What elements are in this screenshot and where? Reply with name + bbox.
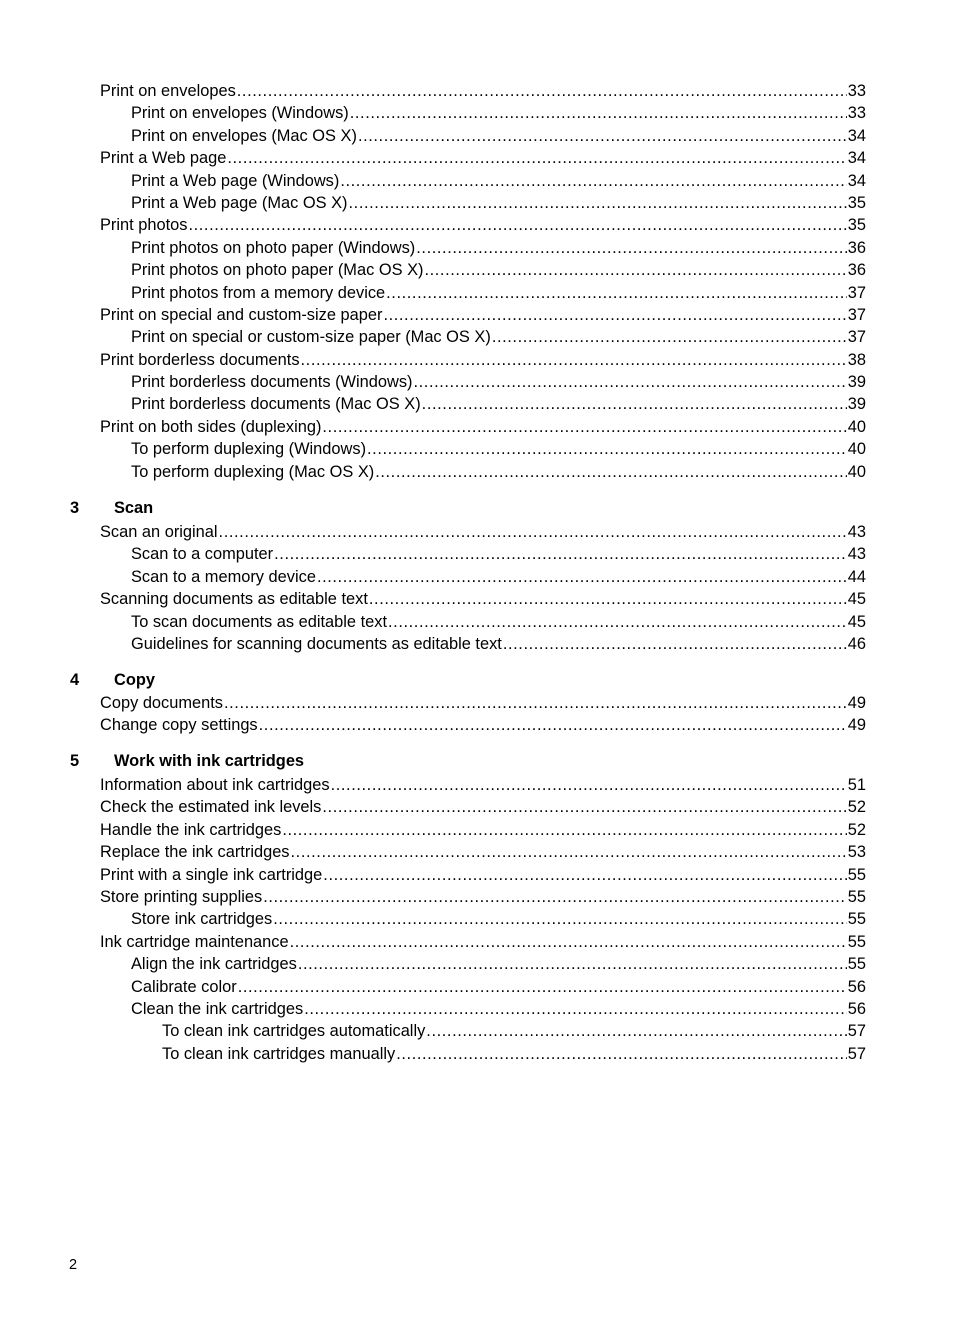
toc-entry-label: Clean the ink cartridges: [131, 999, 304, 1018]
toc-entry[interactable]: [70, 1020, 866, 1042]
toc-entry-label: To perform duplexing (Mac OS X): [131, 462, 375, 481]
toc-entry-page-number: 39: [847, 395, 866, 414]
chapter-heading-ink-cartridges: [70, 750, 304, 772]
toc-entry-label: Print borderless documents: [100, 350, 300, 369]
dot-leader: [219, 521, 847, 543]
dot-leader: [188, 214, 846, 236]
toc-entry-page-number: 53: [847, 843, 866, 862]
dot-leader: [375, 461, 847, 483]
chapter-heading-copy: [70, 669, 155, 691]
toc-entry-page-number: 40: [847, 462, 866, 481]
toc-entry-page-number: 51: [847, 776, 866, 794]
toc-entry-label: Scanning documents as editable text: [100, 590, 368, 609]
toc-entry[interactable]: [70, 588, 866, 610]
toc-entry[interactable]: [70, 521, 866, 543]
toc-entry[interactable]: [70, 796, 866, 818]
toc-entry-label: Print on envelopes (Mac OS X): [131, 126, 357, 145]
toc-entry-page-number: 34: [847, 126, 866, 145]
dot-leader: [238, 976, 847, 998]
dot-leader: [383, 304, 846, 326]
toc-entry-label: Print on both sides (duplexing): [100, 417, 322, 436]
page-number: 2: [69, 1257, 78, 1273]
toc-entry[interactable]: [70, 393, 866, 415]
toc-entry-label: Print a Web page (Windows): [131, 171, 340, 190]
dot-leader: [290, 931, 847, 953]
dot-leader: [263, 886, 847, 908]
toc-entry[interactable]: [70, 102, 866, 124]
toc-entry-label: Print photos: [100, 216, 188, 235]
dot-leader: [396, 1043, 847, 1065]
chapter-title: Scan: [114, 499, 154, 517]
toc-entry-label: Print borderless documents (Windows): [131, 373, 413, 392]
dot-leader: [301, 349, 847, 371]
toc-entry-label: Store printing supplies: [100, 887, 263, 906]
chapter-number: 3: [70, 499, 80, 517]
toc-entry-page-number: 40: [847, 440, 866, 459]
dot-leader: [274, 543, 847, 565]
dot-leader: [340, 170, 846, 192]
toc-block-printing: [70, 80, 866, 483]
toc-entry-label: Print with a single ink cartridge: [100, 865, 323, 884]
toc-entry[interactable]: [70, 1043, 866, 1065]
toc-entry-label: Change copy settings: [100, 716, 258, 735]
toc-entry-label: Print on envelopes: [100, 82, 236, 100]
toc-entry-label: Replace the ink cartridges: [100, 843, 290, 862]
toc-entry-label: Align the ink cartridges: [131, 955, 297, 974]
toc-entry-page-number: 49: [847, 716, 866, 735]
toc-entry[interactable]: [70, 371, 866, 393]
toc-entry-label: Print borderless documents (Mac OS X): [131, 395, 421, 414]
chapter-number: 4: [70, 671, 80, 689]
toc-entry[interactable]: [70, 886, 866, 908]
toc-entry-label: Guidelines for scanning documents as editable text: [131, 634, 502, 653]
dot-leader: [224, 692, 847, 714]
toc-entry[interactable]: [70, 692, 866, 714]
toc-entry[interactable]: [70, 819, 866, 841]
toc-entry-page-number: 49: [847, 694, 866, 712]
toc-entry-label: Print on special and custom-size paper: [100, 305, 383, 324]
dot-leader: [317, 566, 847, 588]
toc-entry-label: To clean ink cartridges automatically: [162, 1022, 426, 1041]
toc-entry[interactable]: [70, 170, 866, 192]
toc-entry-label: Print on special or custom-size paper (Mac OS X): [131, 328, 491, 347]
toc-entry-label: To clean ink cartridges manually: [162, 1044, 396, 1063]
dot-leader: [322, 796, 846, 818]
toc-entry[interactable]: [70, 566, 866, 588]
chapter-title: Copy: [114, 671, 155, 689]
toc-entry[interactable]: [70, 438, 866, 460]
toc-entry-label: Print a Web page: [100, 149, 227, 168]
dot-leader: [349, 192, 847, 214]
toc-entry-page-number: 57: [847, 1044, 866, 1063]
toc-entry-page-number: 57: [847, 1022, 866, 1041]
dot-leader: [350, 102, 847, 124]
toc-entry-label: Copy documents: [100, 694, 223, 712]
toc-entry-page-number: 36: [847, 238, 866, 257]
toc-entry[interactable]: [70, 998, 866, 1020]
toc-entry-label: Scan an original: [100, 523, 218, 541]
chapter-title: Work with ink cartridges: [114, 752, 305, 770]
dot-leader: [503, 633, 847, 655]
toc-entry-page-number: 43: [847, 545, 866, 564]
toc-block-copy: [70, 692, 866, 737]
toc-entry-page-number: 56: [847, 999, 866, 1018]
toc-entry[interactable]: [70, 214, 866, 236]
toc-entry[interactable]: [70, 349, 866, 371]
dot-leader: [237, 80, 847, 102]
toc-entry-label: Calibrate color: [131, 977, 237, 996]
toc-entry[interactable]: [70, 326, 866, 348]
toc-entry-page-number: 33: [847, 82, 866, 100]
toc-entry[interactable]: [70, 543, 866, 565]
toc-entry[interactable]: [70, 259, 866, 281]
toc-entry-label: Ink cartridge maintenance: [100, 932, 289, 951]
toc-entry-label: Store ink cartridges: [131, 910, 273, 929]
toc-entry[interactable]: [70, 953, 866, 975]
toc-entry-page-number: 46: [847, 634, 866, 653]
toc-entry[interactable]: [70, 908, 866, 930]
toc-entry-page-number: 45: [847, 612, 866, 631]
toc-entry-page-number: 55: [847, 865, 866, 884]
chapter-heading-scan: [70, 497, 153, 519]
toc-entry-page-number: 55: [847, 955, 866, 974]
toc-entry-label: Print a Web page (Mac OS X): [131, 193, 348, 212]
toc-entry-page-number: 35: [847, 193, 866, 212]
toc-entry[interactable]: [70, 192, 866, 214]
dot-leader: [227, 147, 846, 169]
dot-leader: [358, 125, 847, 147]
dot-leader: [282, 819, 846, 841]
dot-leader: [298, 953, 847, 975]
toc-entry-page-number: 37: [847, 305, 866, 324]
dot-leader: [331, 774, 847, 796]
toc-entry[interactable]: [70, 80, 866, 102]
toc-entry-page-number: 33: [847, 104, 866, 123]
toc-entry-page-number: 52: [847, 820, 866, 839]
dot-leader: [273, 908, 847, 930]
toc-entry-label: Scan to a computer: [131, 545, 274, 564]
toc-entry-page-number: 45: [847, 590, 866, 609]
toc-entry[interactable]: [70, 461, 866, 483]
toc-entry[interactable]: [70, 841, 866, 863]
toc-entry[interactable]: [70, 976, 866, 998]
toc-entry-page-number: 44: [847, 567, 866, 586]
dot-leader: [492, 326, 847, 348]
toc-entry-page-number: 34: [847, 171, 866, 190]
dot-leader: [426, 1020, 846, 1042]
toc-entry-page-number: 40: [847, 417, 866, 436]
dot-leader: [386, 282, 847, 304]
toc-entry[interactable]: [70, 633, 866, 655]
toc-entry-page-number: 56: [847, 977, 866, 996]
toc-entry-label: Print on envelopes (Windows): [131, 104, 349, 123]
dot-leader: [322, 416, 846, 438]
toc-entry-page-number: 43: [847, 523, 866, 541]
dot-leader: [323, 864, 846, 886]
toc-entry[interactable]: [70, 125, 866, 147]
toc-entry-page-number: 37: [847, 283, 866, 302]
toc-entry-label: To scan documents as editable text: [131, 612, 388, 631]
toc-entry-page-number: 39: [847, 373, 866, 392]
dot-leader: [424, 259, 846, 281]
toc-entry[interactable]: [70, 416, 866, 438]
toc-entry-page-number: 38: [847, 350, 866, 369]
toc-entry-label: To perform duplexing (Windows): [131, 440, 367, 459]
toc-entry-label: Print photos from a memory device: [131, 283, 386, 302]
toc-entry[interactable]: [70, 714, 866, 736]
toc-entry[interactable]: [70, 864, 866, 886]
toc-entry-page-number: 55: [847, 932, 866, 951]
dot-leader: [369, 588, 847, 610]
toc-entry[interactable]: [70, 931, 866, 953]
toc-entry[interactable]: [70, 774, 866, 796]
toc-entry[interactable]: [70, 611, 866, 633]
toc-entry-page-number: 37: [847, 328, 866, 347]
toc-entry-label: Print photos on photo paper (Windows): [131, 238, 416, 257]
toc-entry-label: Check the estimated ink levels: [100, 798, 322, 817]
toc-entry-label: Scan to a memory device: [131, 567, 316, 586]
dot-leader: [259, 714, 847, 736]
toc-entry-page-number: 55: [847, 910, 866, 929]
dot-leader: [413, 371, 846, 393]
toc-entry-label: Print photos on photo paper (Mac OS X): [131, 261, 424, 280]
toc-entry-page-number: 35: [847, 216, 866, 235]
toc-entry[interactable]: [70, 237, 866, 259]
toc-entry[interactable]: [70, 304, 866, 326]
toc-block-scan: [70, 521, 866, 655]
toc-entry-page-number: 36: [847, 261, 866, 280]
dot-leader: [291, 841, 847, 863]
chapter-number: 5: [70, 752, 80, 770]
dot-leader: [304, 998, 847, 1020]
dot-leader: [416, 237, 847, 259]
toc-entry-label: Information about ink cartridges: [100, 776, 330, 794]
toc-entry-page-number: 55: [847, 887, 866, 906]
toc-entry-label: Handle the ink cartridges: [100, 820, 282, 839]
dot-leader: [422, 393, 847, 415]
toc-block-ink-cartridges: [70, 774, 866, 1065]
toc-entry-page-number: 34: [847, 149, 866, 168]
toc-entry-page-number: 52: [847, 798, 866, 817]
toc-entry[interactable]: [70, 282, 866, 304]
dot-leader: [388, 611, 847, 633]
dot-leader: [367, 438, 847, 460]
toc-entry[interactable]: [70, 147, 866, 169]
